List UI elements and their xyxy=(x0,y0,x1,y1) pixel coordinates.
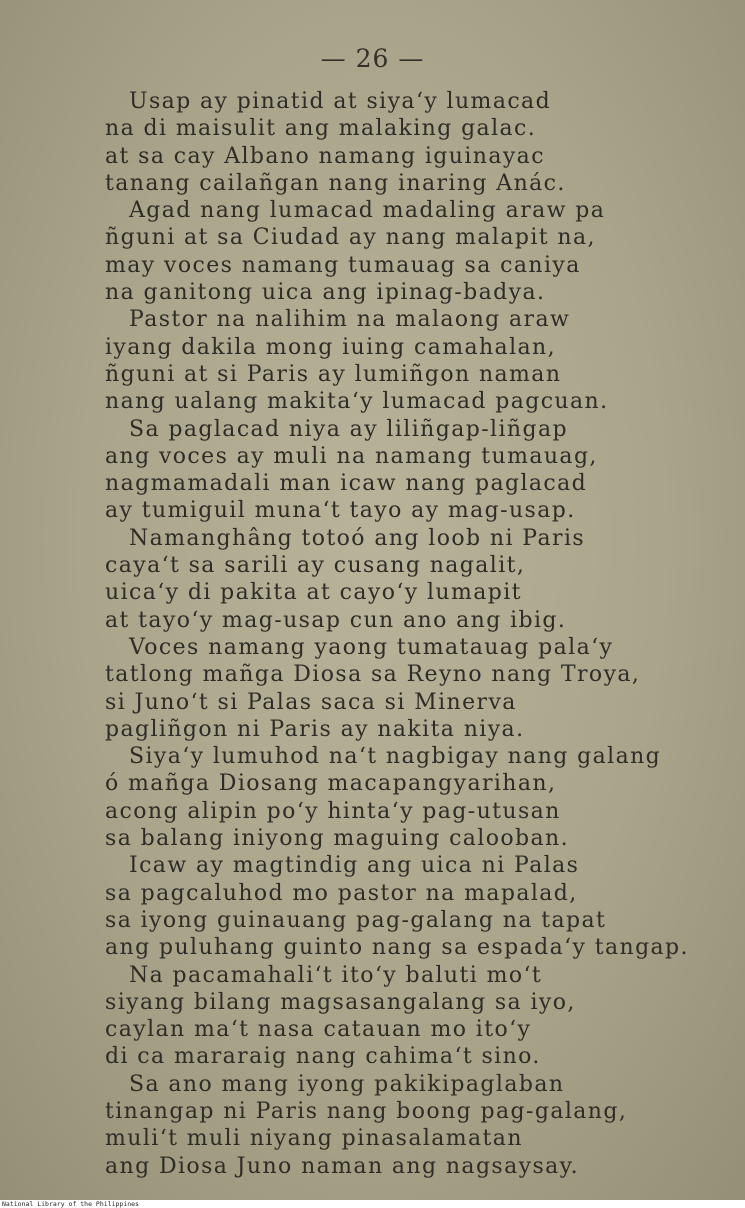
verse-line: muli‘t muli niyang pinasalamatan xyxy=(105,1126,523,1152)
stanza xyxy=(105,88,705,197)
page-number: — 26 — xyxy=(320,44,425,73)
verse-line: nagmamadali man icaw nang paglacad xyxy=(105,471,588,497)
stanza xyxy=(105,306,705,415)
verse-line: acong alipin po‘y hinta‘y pag-utusan xyxy=(105,798,561,824)
verse-line: di ca mararaig nang cahima‘t sino. xyxy=(105,1044,541,1070)
verse-line: ó mañga Diosang macapangyarihan, xyxy=(105,771,557,797)
verse-line: Agad nang lumacad madaling araw pa xyxy=(129,198,606,224)
verse-line: at sa cay Albano namang iguinayac xyxy=(105,143,545,169)
verse-line: ang puluhang guinto nang sa espada‘y tangap. xyxy=(105,935,689,961)
verse-line: Sa paglacad niya ay liliñgap-liñgap xyxy=(129,416,568,442)
stanza xyxy=(105,197,705,306)
verse-line: na di maisulit ang malaking galac. xyxy=(105,116,537,142)
verse-line: si Juno‘t si Palas saca si Minerva xyxy=(105,689,517,715)
stanza xyxy=(105,525,705,634)
verse-line: siyang bilang magsasangalang sa iyo, xyxy=(105,989,576,1015)
verse-line: caya‘t sa sarili ay cusang nagalit, xyxy=(105,553,526,579)
verse-line: Sa ano mang iyong pakikipaglaban xyxy=(129,1071,565,1097)
verse-line: Siya‘y lumuhod na‘t nagbigay nang galang xyxy=(129,744,662,770)
verse-line: uica‘y di pakita at cayo‘y lumapit xyxy=(105,580,522,606)
verse-line: Voces namang yaong tumatauag pala‘y xyxy=(129,634,614,660)
stanza xyxy=(105,416,705,525)
verse-line: na ganitong uica ang ipinag-badya. xyxy=(105,280,546,306)
stanza xyxy=(105,852,705,961)
verse-line: tinangap ni Paris nang boong pag-galang, xyxy=(105,1098,628,1124)
library-credit: National Library of the Philippines xyxy=(2,1200,139,1208)
verse-line: ñguni at si Paris ay lumiñgon naman xyxy=(105,361,562,387)
verse-line: tanang cailañgan nang inaring Anác. xyxy=(105,170,566,196)
verse-line: pagliñgon ni Paris ay nakita niya. xyxy=(105,716,525,742)
verse-line: sa pagcaluhod mo pastor na mapalad, xyxy=(105,880,578,906)
verse-line: ang voces ay muli na namang tumauag, xyxy=(105,443,598,469)
verse-line: tatlong mañga Diosa sa Reyno nang Troya, xyxy=(105,662,641,688)
verse-line: Pastor na nalihim na malaong araw xyxy=(129,307,571,333)
verse-line: Usap ay pinatid at siya‘y lumacad xyxy=(129,89,552,114)
verse-line: nang ualang makita‘y lumacad pagcuan. xyxy=(105,389,609,415)
verse-line: ay tumiguil muna‘t tayo ay mag-usap. xyxy=(105,498,576,524)
stanza xyxy=(105,634,705,743)
verse-line: caylan ma‘t nasa catauan mo ito‘y xyxy=(105,1017,532,1043)
verse-line: sa iyong guinauang pag-galang na tapat xyxy=(105,907,607,933)
verse-line: sa balang iniyong maguing calooban. xyxy=(105,826,569,852)
verse-line: may voces namang tumauag sa caniya xyxy=(105,252,581,278)
verse-line: Icaw ay magtindig ang uica ni Palas xyxy=(129,853,580,879)
verse-line: ang Diosa Juno naman ang nagsaysay. xyxy=(105,1153,579,1179)
verse-line: Na pacamahali‘t ito‘y baluti mo‘t xyxy=(129,962,543,988)
verse-line: Namanghâng totoó ang loob ni Paris xyxy=(129,525,586,551)
poem-body xyxy=(105,88,705,1180)
verse-line: iyang dakila mong iuing camahalan, xyxy=(105,334,556,360)
stanza xyxy=(105,962,705,1071)
verse-line: at tayo‘y mag-usap cun ano ang ibig. xyxy=(105,607,567,633)
stanza xyxy=(105,1071,705,1180)
verse-line: ñguni at sa Ciudad ay nang malapit na, xyxy=(105,225,596,251)
stanza xyxy=(105,743,705,852)
